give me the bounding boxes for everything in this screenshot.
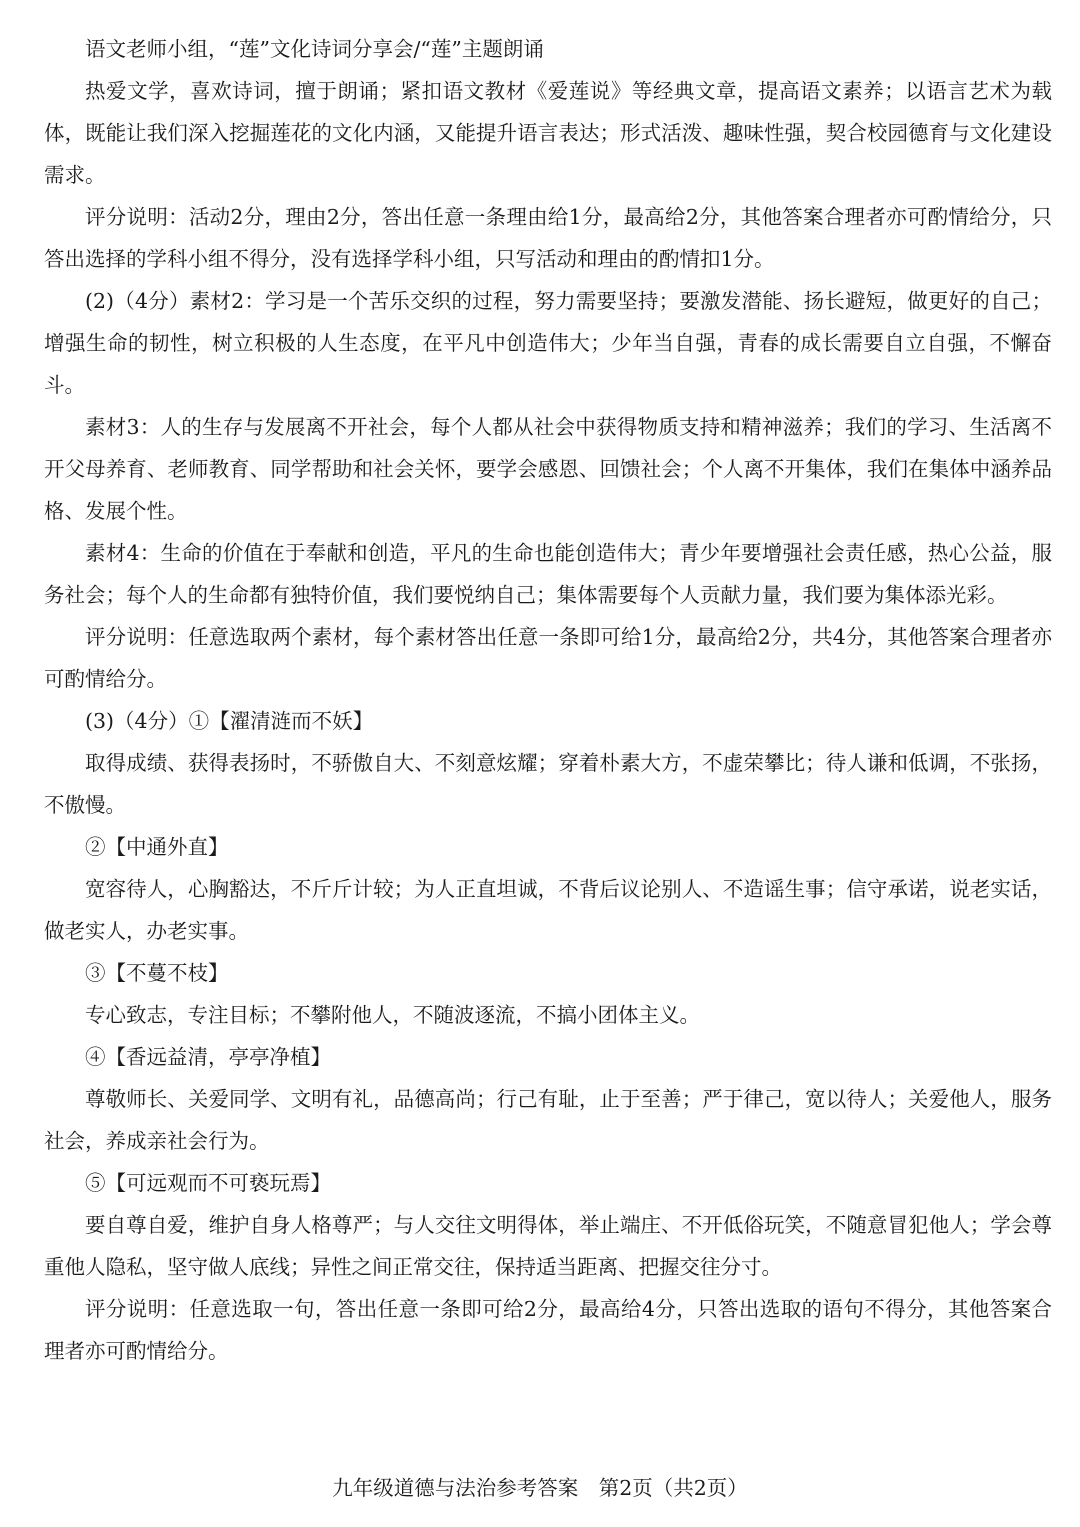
page-footer: 九年级道德与法治参考答案 第2页（共2页） bbox=[332, 1476, 748, 1500]
answer-3-paragraph: 专心致志，专注目标；不攀附他人，不随波逐流，不搞小团体主义。 bbox=[85, 1003, 700, 1027]
answer-2-paragraph: 宽容待人，心胸豁达，不斤斤计较；为人正直坦诚，不背后议论别人、不造谣生事；信守承诺，说老实话，做老实人，办老实事。 bbox=[44, 877, 1052, 943]
answer-4-paragraph: 尊敬师长、关爱同学、文明有礼，品德高尚；行己有耻，止于至善；严于律己，宽以待人；关爱他人，服务社会，养成亲社会行为。 bbox=[44, 1087, 1052, 1153]
question-3-heading-2: ②【中通外直】 bbox=[85, 835, 229, 859]
answer-page-body bbox=[44, 28, 1052, 1372]
activity-reason-paragraph: 热爱文学，喜欢诗词，擅于朗诵；紧扣语文教材《爱莲说》等经典文章，提高语文素养；以语言艺术为载体，既能让我们深入挖掘莲花的文化内涵，又能提升语言表达；形式活泼、趣味性强，契合校园德育与文化建设需求。 bbox=[44, 79, 1052, 187]
scoring-note-2: 评分说明：任意选取两个素材，每个素材答出任意一条即可给1分，最高给2分，共4分，其他答案合理者亦可酌情给分。 bbox=[44, 625, 1052, 691]
question-3-heading-4: ④【香远益清，亭亭净植】 bbox=[85, 1045, 331, 1069]
question-3-heading-5: ⑤【可远观而不可亵玩焉】 bbox=[85, 1171, 331, 1195]
question-2-material-2: (2)（4分）素材2：学习是一个苦乐交织的过程，努力需要坚持；要激发潜能、扬长避短，做更好的自己；增强生命的韧性，树立积极的人生态度，在平凡中创造伟大；少年当自强，青春的成长需要自立自强，不懈奋斗。 bbox=[44, 289, 1052, 397]
answer-5-paragraph: 要自尊自爱，维护自身人格尊严；与人交往文明得体，举止端庄、不开低俗玩笑，不随意冒犯他人；学会尊重他人隐私，坚守做人底线；异性之间正常交往，保持适当距离、把握交往分寸。 bbox=[44, 1213, 1052, 1279]
scoring-note-3: 评分说明：任意选取一句，答出任意一条即可给2分，最高给4分，只答出选取的语句不得分，其他答案合理者亦可酌情给分。 bbox=[44, 1297, 1052, 1363]
answer-1-paragraph: 取得成绩、获得表扬时，不骄傲自大、不刻意炫耀；穿着朴素大方，不虚荣攀比；待人谦和低调，不张扬，不傲慢。 bbox=[44, 751, 1052, 817]
material-4-paragraph: 素材4：生命的价值在于奉献和创造，平凡的生命也能创造伟大；青少年要增强社会责任感，热心公益，服务社会；每个人的生命都有独特价值，我们要悦纳自己；集体需要每个人贡献力量，我们要为集体添光彩。 bbox=[44, 541, 1052, 607]
material-3-paragraph: 素材3：人的生存与发展离不开社会，每个人都从社会中获得物质支持和精神滋养；我们的学习、生活离不开父母养育、老师教育、同学帮助和社会关怀，要学会感恩、回馈社会；个人离不开集体，我们在集体中涵养品格、发展个性。 bbox=[44, 415, 1052, 523]
question-3-heading-1: (3)（4分）①【濯清涟而不妖】 bbox=[85, 709, 374, 733]
scoring-note-1: 评分说明：活动2分，理由2分，答出任意一条理由给1分，最高给2分，其他答案合理者亦可酌情给分，只答出选择的学科小组不得分，没有选择学科小组，只写活动和理由的酌情扣1分。 bbox=[44, 205, 1052, 271]
question-3-heading-3: ③【不蔓不枝】 bbox=[85, 961, 229, 985]
activity-choice-line: 语文老师小组，“莲”文化诗词分享会/“莲”主题朗诵 bbox=[85, 37, 544, 61]
